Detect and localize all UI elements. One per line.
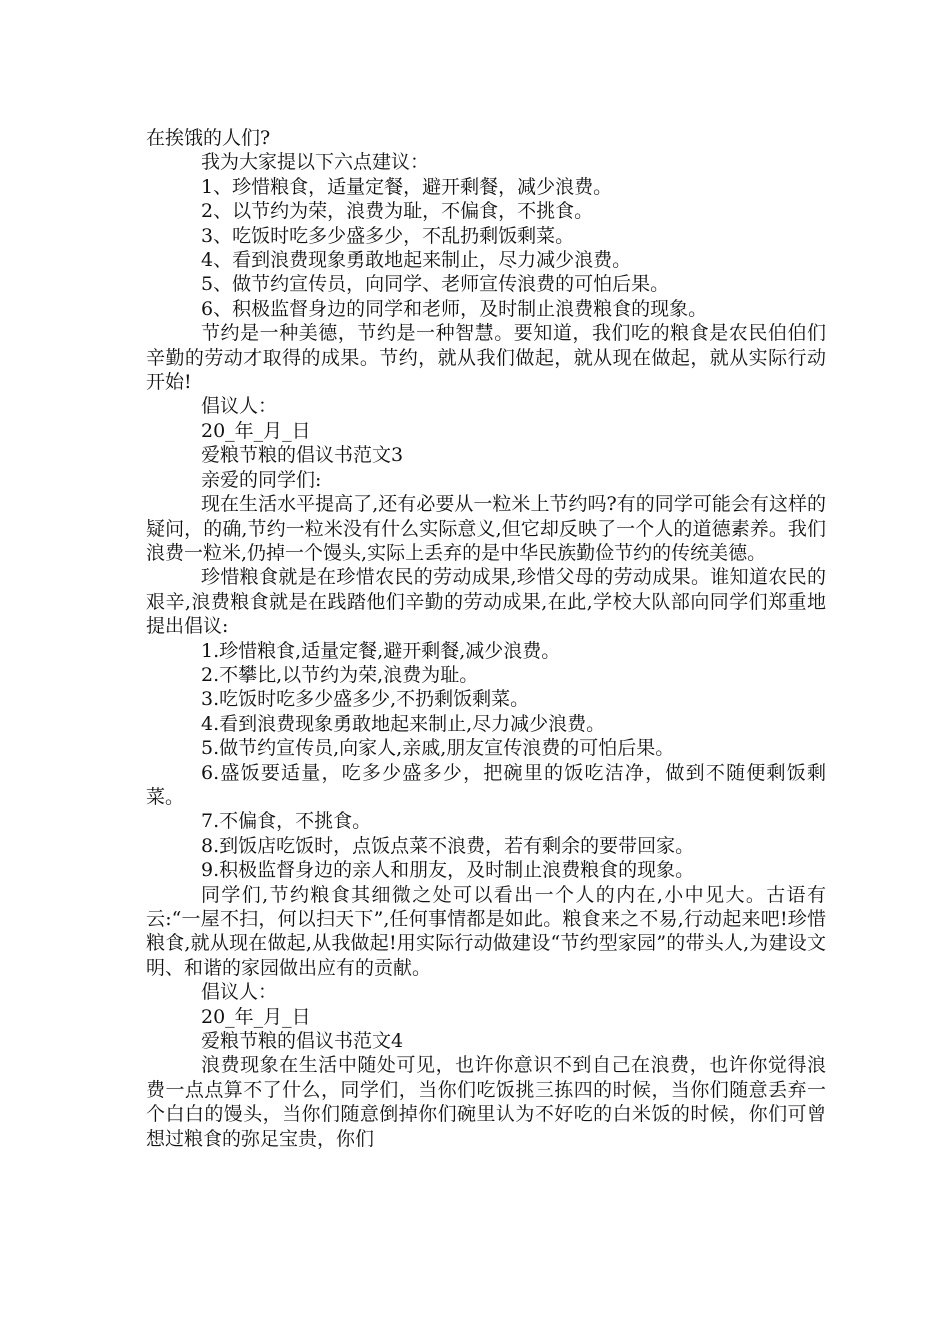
- document-body: [146, 126, 826, 1151]
- paragraph: 2、以节约为荣，浪费为耻，不偏食，不挑食。: [201, 200, 594, 223]
- paragraph: 5、做节约宣传员，向同学、老师宣传浪费的可怕后果。: [201, 273, 670, 296]
- paragraph: 9.积极监督身边的亲人和朋友，及时制止浪费粮食的现象。: [201, 859, 695, 882]
- paragraph: 爱粮节粮的倡议书范文3: [201, 444, 404, 467]
- paragraph: 8.到饭店吃饭时，点饭点菜不浪费，若有剩余的要带回家。: [201, 834, 695, 857]
- paragraph: 我为大家提以下六点建议：: [201, 151, 430, 174]
- paragraph: 在挨饿的人们?: [146, 127, 271, 149]
- paragraph: 6.盛饭要适量，吃多少盛多少，把碗里的饭吃洁净，做到不随便剩饭剩菜。: [146, 761, 826, 808]
- paragraph: 亲爱的同学们:: [201, 468, 322, 491]
- paragraph: 倡议人：: [201, 981, 278, 1004]
- paragraph: 20_年_月_日: [201, 1005, 311, 1028]
- paragraph: 浪费现象在生活中随处可见，也许你意识不到自己在浪费，也许你觉得浪费一点点算不了什么，同学们，当你们吃饭挑三拣四的时候，当你们随意丢弃一个白白的馒头，当你们随意倒掉你们碗里认为不好吃的白米饭的时候，你们可曾想过粮食的弥足宝贵，你们: [146, 1054, 826, 1150]
- paragraph: 5.做节约宣传员,向家人,亲戚,朋友宣传浪费的可怕后果。: [201, 737, 675, 760]
- paragraph: 现在生活水平提高了,还有必要从一粒米上节约吗?有的同学可能会有这样的疑问，的确,节约一粒米没有什么实际意义,但它却反映了一个人的道德素养。我们浪费一粒米,仍掉一个馒头,实际上丢弃的是中华民族勤俭节约的传统美德。: [146, 493, 826, 564]
- paragraph: 1.珍惜粮食,适量定餐,避开剩餐,减少浪费。: [201, 639, 561, 662]
- paragraph: 同学们,节约粮食其细微之处可以看出一个人的内在,小中见大。古语有云:“一屋不扫，何以扫天下”,任何事情都是如此。粮食来之不易,行动起来吧!珍惜粮食,就从现在做起,从我做起!用实际行动做建设“节约型家园”的带头人,为建设文明、和谐的家园做出应有的贡献。: [146, 883, 826, 979]
- paragraph: 2.不攀比,以节约为荣,浪费为耻。: [201, 663, 479, 686]
- paragraph: 4、看到浪费现象勇敢地起来制止，尽力减少浪费。: [201, 249, 632, 272]
- paragraph: 20_年_月_日: [201, 419, 311, 442]
- paragraph: 爱粮节粮的倡议书范文4: [201, 1030, 404, 1053]
- paragraph: 倡议人：: [201, 395, 278, 418]
- paragraph: 1、珍惜粮食，适量定餐，避开剩餐，减少浪费。: [201, 175, 613, 198]
- paragraph: 7.不偏食，不挑食。: [201, 810, 372, 833]
- paragraph: 4.看到浪费现象勇敢地起来制止,尽力减少浪费。: [201, 712, 606, 735]
- paragraph: 节约是一种美德，节约是一种智慧。要知道，我们吃的粮食是农民伯伯们辛勤的劳动才取得的成果。节约，就从我们做起，就从现在做起，就从实际行动开始!: [146, 322, 826, 394]
- paragraph: 3、吃饭时吃多少盛多少，不乱扔剩饭剩菜。: [201, 224, 575, 247]
- paragraph: 珍惜粮食就是在珍惜农民的劳动成果,珍惜父母的劳动成果。谁知道农民的艰辛,浪费粮食就是在践踏他们辛勤的劳动成果,在此,学校大队部向同学们郑重地提出倡议:: [146, 566, 826, 638]
- paragraph: 3.吃饭时吃多少盛多少,不扔剩饭剩菜。: [201, 688, 530, 711]
- paragraph: 6、积极监督身边的同学和老师，及时制止浪费粮食的现象。: [201, 297, 708, 320]
